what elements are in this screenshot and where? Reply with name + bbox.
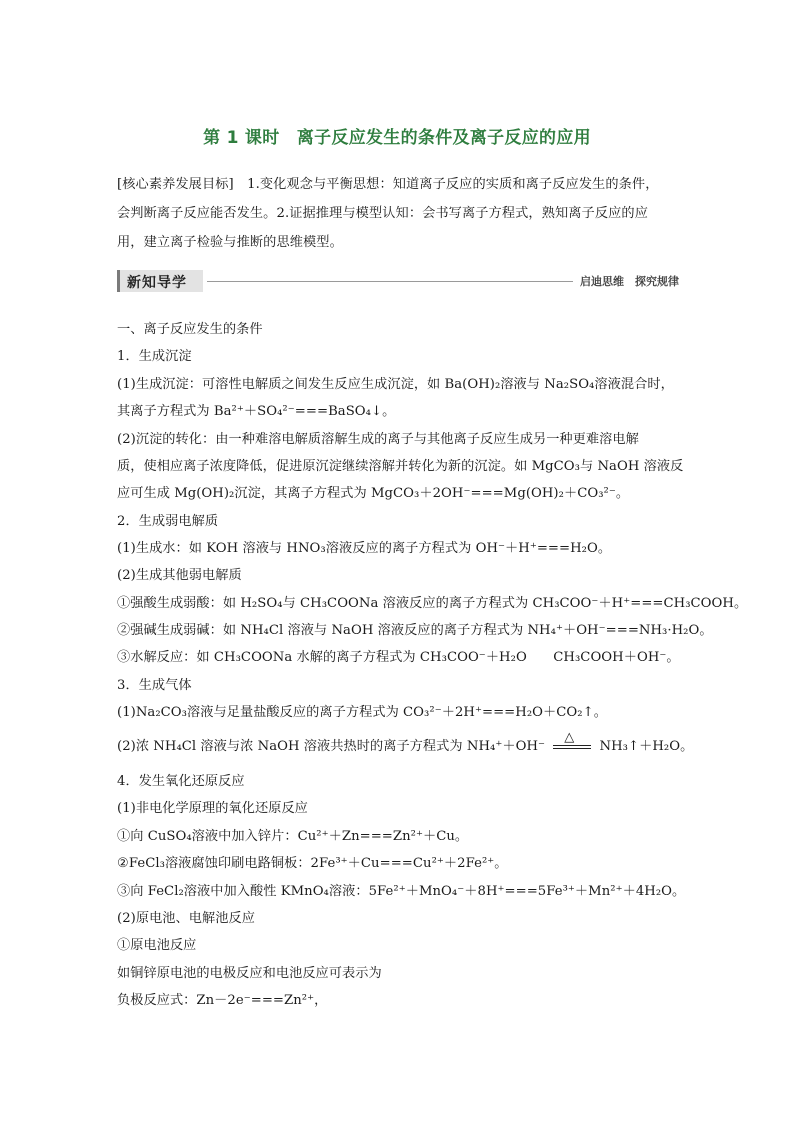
banner-tagline: 启迪思维 探究规律	[580, 275, 679, 288]
heading-ion-reaction-conditions: 一、离子反应发生的条件	[117, 322, 263, 337]
text-line: (1)非电化学原理的氧化还原反应	[117, 801, 308, 816]
heated-reaction-before: (2)浓 NH₄Cl 溶液与浓 NaOH 溶液共热时的离子方程式为 NH₄⁺＋OH⁻	[117, 739, 546, 754]
text-line: (2)沉淀的转化：由一种难溶电解质溶解生成的离子与其他离子反应生成另一种更难溶电解	[117, 432, 639, 447]
text-line: ②FeCl₃溶液腐蚀印刷电路铜板：2Fe³⁺＋Cu===Cu²⁺＋2Fe²⁺。	[117, 856, 508, 871]
text-line: (2)生成其他弱电解质	[117, 568, 242, 583]
subheading-gas: 3．生成气体	[117, 678, 192, 693]
text-line: 负极反应式：Zn－2e⁻===Zn²⁺，	[117, 993, 328, 1008]
text-line: ②强碱生成弱碱：如 NH₄Cl 溶液与 NaOH 溶液反应的离子方程式为 NH₄⁺＋OH⁻===NH₃·H₂O。	[117, 623, 713, 638]
text-line: ①向 CuSO₄溶液中加入锌片：Cu²⁺＋Zn===Zn²⁺＋Cu。	[117, 829, 469, 844]
text-line: ③向 FeCl₂溶液中加入酸性 KMnO₄溶液：5Fe²⁺＋MnO₄⁻＋8H⁺===5Fe³⁺＋Mn²⁺＋4H₂O。	[117, 884, 686, 899]
banner-divider	[207, 281, 573, 282]
intro-line-3: 用，建立离子检验与推断的思维模型。	[117, 235, 343, 250]
text-line: ③水解反应：如 CH₃COONa 水解的离子方程式为 CH₃COO⁻＋H₂O CH₃COOH＋OH⁻。	[117, 650, 680, 665]
core-literacy-goals	[117, 170, 679, 257]
text-line: 应可生成 Mg(OH)₂沉淀，其离子方程式为 MgCO₃＋2OH⁻===Mg(OH)₂＋CO₃²⁻。	[117, 486, 630, 501]
section-banner	[117, 270, 679, 292]
heating-equals-sign	[549, 729, 595, 754]
text-line: 其离子方程式为 Ba²⁺＋SO₄²⁻===BaSO₄↓。	[117, 404, 396, 419]
heated-reaction-line	[117, 729, 694, 754]
text-line: 如铜锌原电池的电极反应和电池反应可表示为	[117, 966, 382, 981]
subheading-weak-electrolyte: 2．生成弱电解质	[117, 514, 219, 529]
heated-reaction-after: NH₃↑＋H₂O。	[599, 739, 694, 754]
text-line: (1)Na₂CO₃溶液与足量盐酸反应的离子方程式为 CO₃²⁻＋2H⁺===H₂O＋CO₂↑。	[117, 705, 607, 720]
intro-line-1: [核心素养发展目标] 1.变化观念与平衡思想：知道离子反应的实质和离子反应发生的条件，	[117, 177, 659, 192]
text-line: (2)原电池、电解池反应	[117, 911, 255, 926]
subheading-precipitate: 1．生成沉淀	[117, 349, 192, 364]
page-title: 第 1 课时 离子反应发生的条件及离子反应的应用	[203, 128, 591, 148]
heat-triangle-icon: △	[564, 729, 575, 745]
banner-title: 新知导学	[127, 275, 187, 291]
text-line: 质，使相应离子浓度降低，促进原沉淀继续溶解并转化为新的沉淀。如 MgCO₃与 NaOH 溶液反	[117, 459, 684, 474]
subheading-redox: 4．发生氧化还原反应	[117, 774, 245, 789]
intro-line-2: 会判断离子反应能否发生。2.证据推理与模型认知：会书写离子方程式，熟知离子反应的应	[117, 206, 648, 221]
text-line: ①原电池反应	[117, 938, 197, 953]
text-line: (1)生成沉淀：可溶性电解质之间发生反应生成沉淀，如 Ba(OH)₂溶液与 Na₂SO₄溶液混合时，	[117, 377, 674, 392]
text-line: ①强酸生成弱酸：如 H₂SO₄与 CH₃COONa 溶液反应的离子方程式为 CH₃COO⁻＋H⁺===CH₃COOH。	[117, 596, 748, 611]
text-line: (1)生成水：如 KOH 溶液与 HNO₃溶液反应的离子方程式为 OH⁻＋H⁺===H₂O。	[117, 541, 612, 556]
